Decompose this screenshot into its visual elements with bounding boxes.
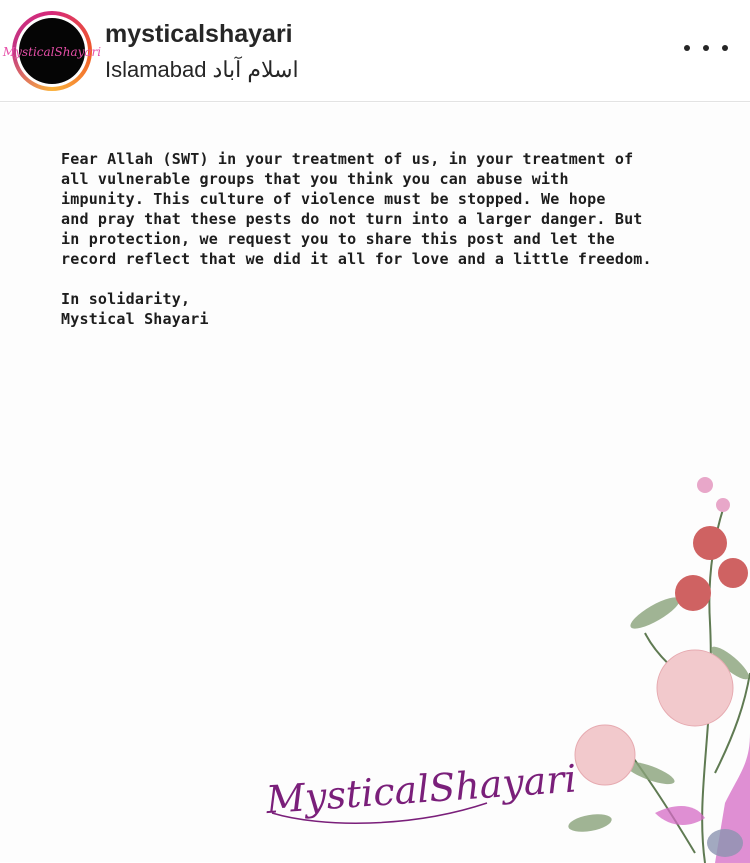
avatar-logo [2,18,102,84]
more-horizontal-icon [684,45,690,51]
avatar[interactable] [2,11,102,91]
post-header [0,0,750,102]
letter-line: impunity. This culture of violence must be stopped. We hope [61,190,606,208]
svg-text:MysticalShayari: MysticalShayari [2,45,102,59]
more-options-button[interactable] [684,34,728,62]
letter-line: Fear Allah (SWT) in your treatment of us, in your treatment of [61,150,634,168]
svg-text:MysticalShayari: MysticalShayari [264,756,578,823]
username[interactable]: mysticalshayari [105,20,293,48]
letter-body [61,149,701,329]
location-ur: اسلام آباد [212,57,299,82]
letter-closing: In solidarity, [61,290,191,308]
letter-line: in protection, we request you to share this post and let the [61,230,615,248]
avatar-logo-text [2,18,102,84]
letter-signoff: Mystical Shayari [61,310,209,328]
letter-line: and pray that these pests do not turn into a larger danger. But [61,210,643,228]
floral-decoration [555,473,750,863]
location[interactable] [105,57,305,83]
location-en: Islamabad [105,57,207,82]
letter-line: all vulnerable groups that you think you can abuse with [61,170,569,188]
signature-logo [262,733,578,843]
post-image[interactable] [0,103,750,862]
letter-line: record reflect that we did it all for love and a little freedom. [61,250,652,268]
